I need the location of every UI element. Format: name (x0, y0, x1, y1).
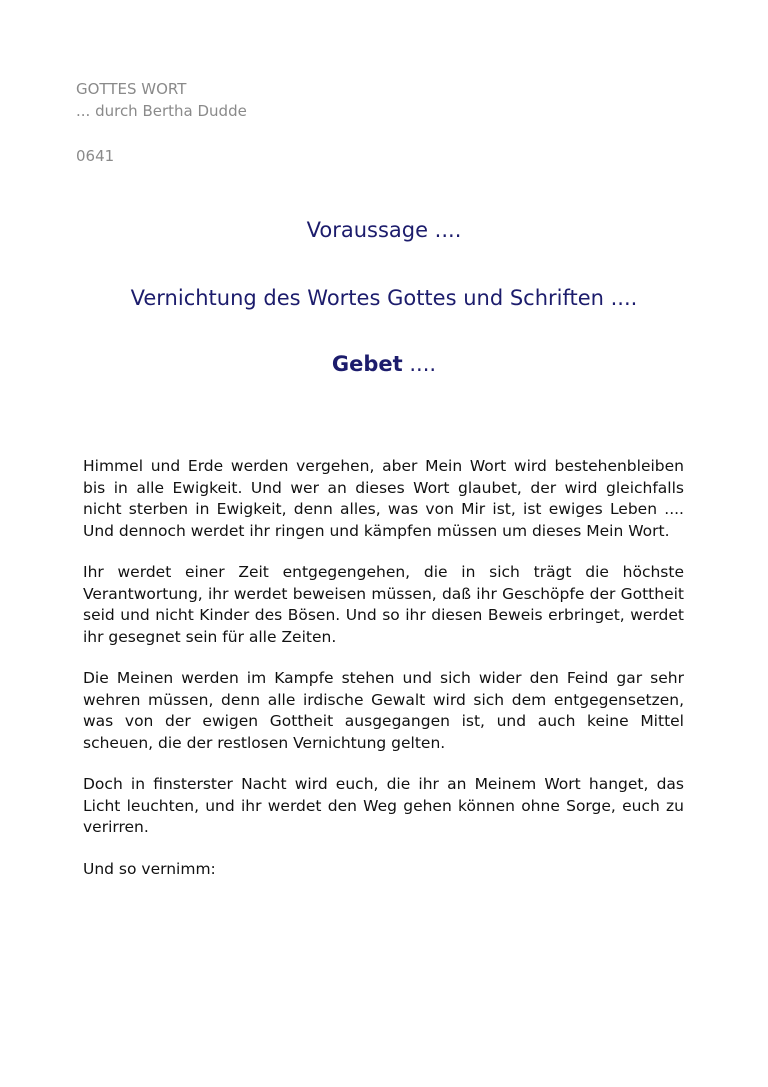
document-header (76, 78, 247, 122)
header-author: ... durch Bertha Dudde (76, 102, 247, 120)
paragraph: Doch in finsterster Nacht wird euch, die ihr an Meinem Wort hanget, das Licht leuchten, und ihr werdet den Weg gehen können ohne Sorge, euch zu verirren. (83, 775, 684, 836)
document-number: 0641 (76, 147, 115, 165)
paragraph: Und so vernimm: (83, 859, 216, 878)
paragraph: Himmel und Erde werden vergehen, aber Mein Wort wird bestehenbleiben bis in alle Ewigkeit. Und wer an dieses Wort glaubet, der wird gleichfalls nicht sterben in Ewigkeit, denn alles, was von Mir ist, ist ewiges Leben .... Und dennoch werdet ihr ringen und kämpfen müssen um dieses Mein Wort. (83, 457, 684, 540)
title-voraussage: Voraussage .... (306, 218, 462, 242)
title-gebet-rest: .... (402, 352, 437, 376)
paragraph: Ihr werdet einer Zeit entgegengehen, die in sich trägt die höchste Verantwortung, ihr werdet beweisen müssen, daß ihr Geschöpfe der Gottheit seid und nicht Kinder des Bösen. Und so ihr diesen Beweis erbringet, werdet ihr gesegnet sein für alle Zeiten. (83, 563, 684, 646)
title-vernichtung: Vernichtung des Wortes Gottes und Schriften .... (130, 286, 638, 310)
body-text (83, 456, 684, 900)
title-gebet-bold: Gebet (331, 352, 403, 376)
header-title: GOTTES WORT (76, 80, 187, 98)
paragraph: Die Meinen werden im Kampfe stehen und sich wider den Feind gar sehr wehren müssen, denn alle irdische Gewalt wird sich dem entgegensetzen, was von der ewigen Gottheit ausgegangen ist, und auch keine Mittel scheuen, die der restlosen Vernichtung gelten. (83, 669, 684, 752)
title-gebet (0, 350, 768, 378)
